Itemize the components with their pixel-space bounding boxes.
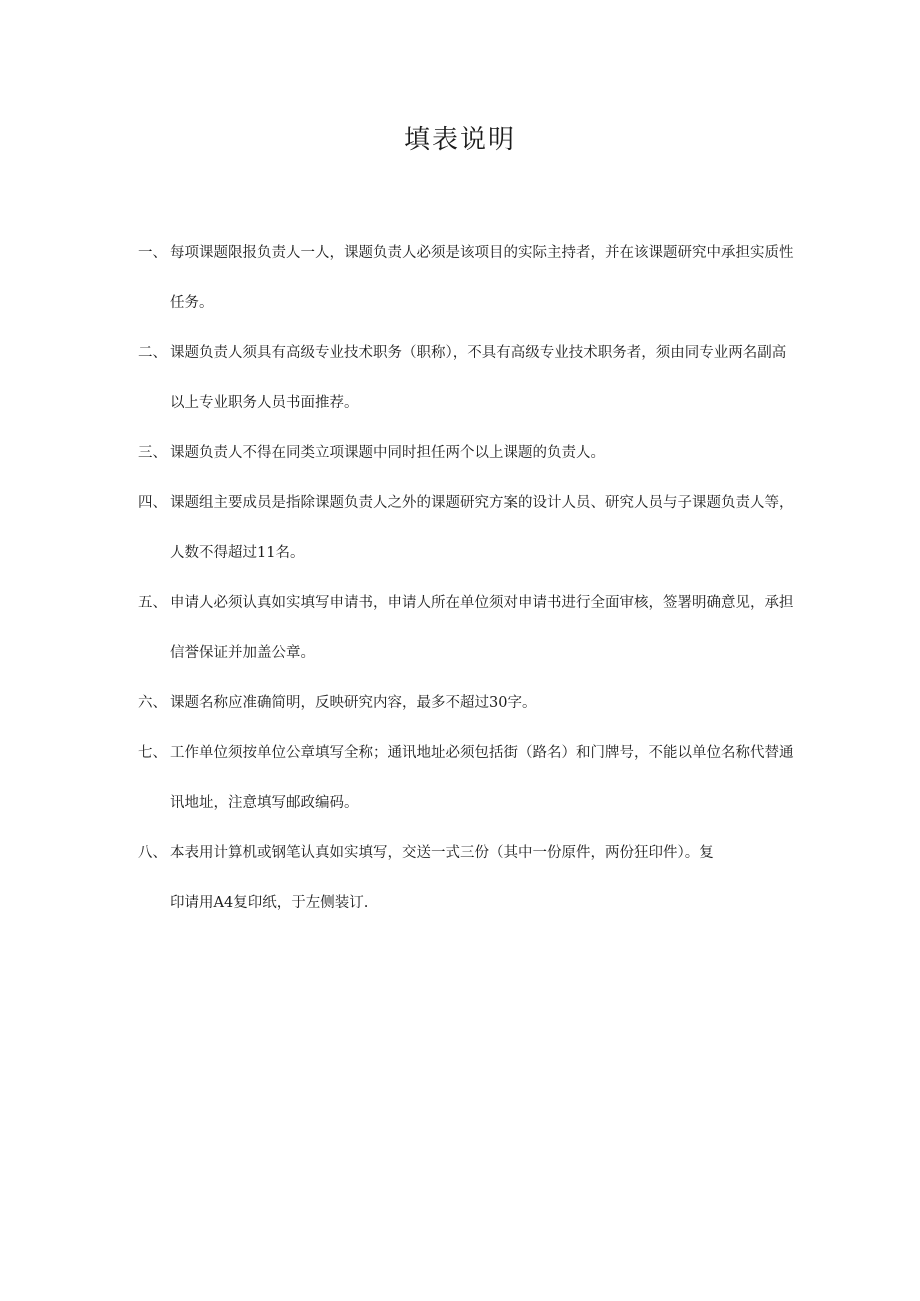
item-text-line1: 每项课题限报负责人一人，课题负责人必须是该项目的实际主持者，并在该课题研究中承担实质性	[170, 245, 794, 261]
page-title: 填表说明	[403, 125, 516, 155]
item-text-line1: 工作单位须按单位公章填写全称；通讯地址必须包括街（路名）和门牌号，不能以单位名称代替通	[170, 745, 794, 761]
item-text-line2: 信誉保证并加盖公章。	[170, 645, 315, 661]
item-number: 二、	[138, 345, 167, 361]
item-text-line1: 本表用计算机或钢笔认真如实填写，交送一式三份（其中一份原件，两份狂印件）。复	[170, 845, 714, 861]
item-number: 六、	[138, 695, 167, 711]
item-number: 四、	[138, 495, 167, 511]
item-number: 五、	[138, 595, 167, 611]
item-number: 八、	[138, 845, 167, 861]
item-text-line2: 讯地址，注意填写邮政编码。	[170, 795, 359, 811]
item-text-line2: 印请用A4复印纸，于左侧装订.	[170, 895, 369, 911]
instruction-item-5	[138, 578, 850, 678]
item-text-line1: 课题负责人须具有高级专业技术职务（职称），不具有高级专业技术职务者，须由同专业两名副高	[170, 345, 787, 361]
item-number: 一、	[138, 245, 167, 261]
item-text-line1: 课题组主要成员是指除课题负责人之外的课题研究方案的设计人员、研究人员与子课题负责人等，	[170, 495, 794, 511]
instruction-item-8	[138, 828, 850, 928]
item-text-line2: 人数不得超过11名。	[170, 545, 305, 561]
item-text-line2: 以上专业职务人员书面推荐。	[170, 395, 359, 411]
instruction-item-4	[138, 478, 850, 578]
item-text-line1: 申请人必须认真如实填写申请书，申请人所在单位须对申请书进行全面审核，签署明确意见，承担	[170, 595, 794, 611]
instruction-item-2	[138, 328, 850, 428]
item-number: 七、	[138, 745, 167, 761]
item-text-line1: 课题名称应准确简明，反映研究内容，最多不超过30字。	[170, 695, 537, 711]
instruction-item-7	[138, 728, 850, 828]
item-text-line2: 任务。	[170, 295, 214, 311]
item-number: 三、	[138, 445, 167, 461]
instruction-list	[138, 228, 850, 928]
instruction-item-6	[138, 678, 850, 728]
item-text-line1: 课题负责人不得在同类立项课题中同时担任两个以上课题的负责人。	[170, 445, 605, 461]
instruction-item-1	[138, 228, 850, 328]
instruction-item-3	[138, 428, 850, 478]
